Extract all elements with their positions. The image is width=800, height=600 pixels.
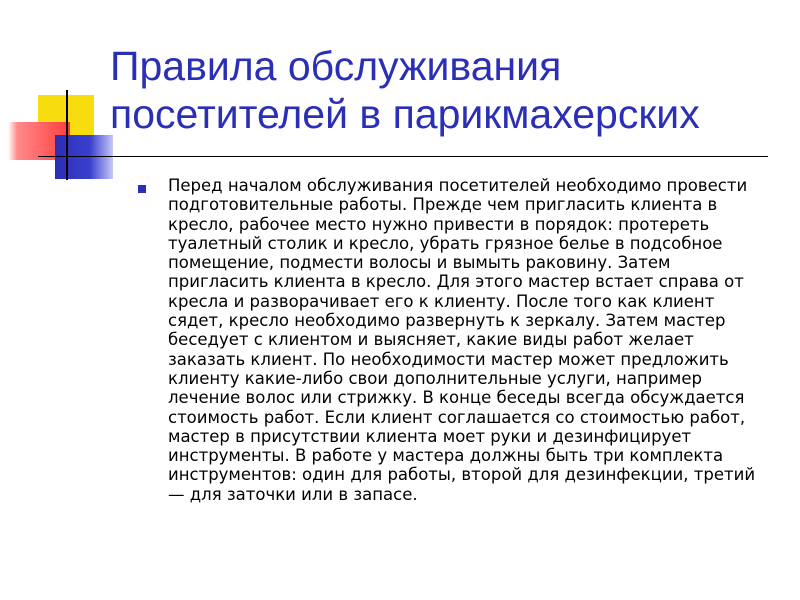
decorative-vertical-line [66, 90, 68, 180]
decorative-blue-square [55, 135, 113, 179]
slide-title: Правила обслуживания посетителей в парикмахерских [110, 43, 700, 137]
square-bullet-icon [138, 185, 146, 193]
bullet-item [138, 176, 770, 504]
title-underline-divider [38, 156, 768, 157]
bullet-text: Перед началом обслуживания посетителей необходимо провести подготовительные работы. Прежде чем пригласить клиента в кресло, рабочее место нужно привести в порядок: протереть туалетный столик и кресло, убрать грязное белье в подсобное помещение, подмести волосы и вымыть раковину. Затем пригласить клиента в кресло. Для этого мастер встает справа от кресла и разворачивает его к клиенту. После того как клиент сядет, кресло необходимо развернуть к зеркалу. Затем мастер беседует с клиентом и выясняет, какие виды работ желает заказать клиент. По необходимости мастер может предложить клиенту какие-либо свои дополнительные услуги, например лечение волос или стрижку. В конце беседы всегда обсуждается стоимость работ. Если клиент соглашается со стоимостью работ, мастер в присутствии клиента моет руки и дезинфицирует инструменты. В работе у мастера должны быть три комплекта инструментов: один для работы, второй для дезинфекции, третий — для заточки или в запасе. [168, 176, 756, 504]
